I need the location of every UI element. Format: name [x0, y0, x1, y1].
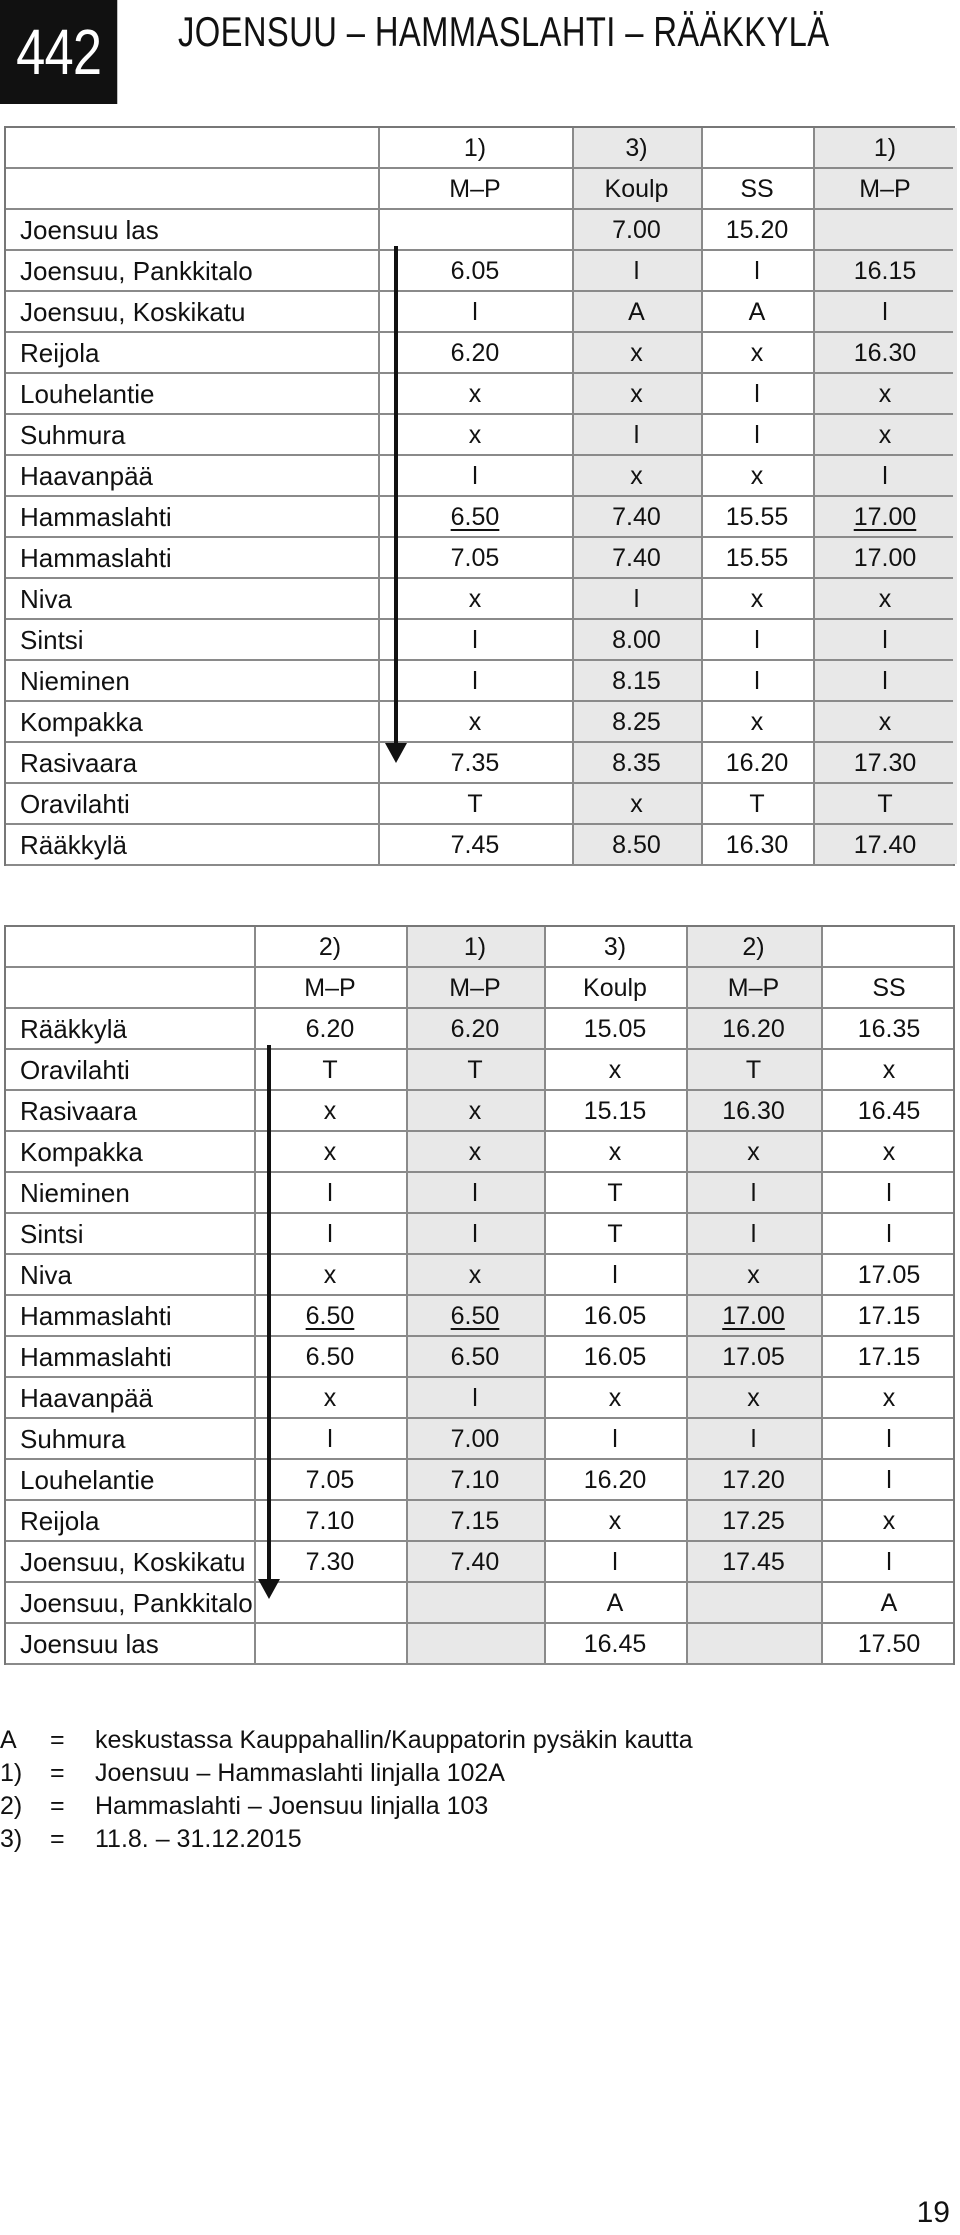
legend-equals: =: [50, 1792, 65, 1820]
column-header: Koulp: [604, 175, 669, 203]
table-row: [6, 1132, 953, 1173]
departure-time: l: [633, 585, 640, 613]
departure-time: 16.05: [583, 1302, 647, 1330]
departure-time: 16.30: [725, 831, 789, 859]
departure-time: 6.50: [450, 503, 500, 531]
stop-name: Hammaslahti: [20, 1342, 172, 1372]
header-row-notes: [6, 927, 953, 968]
departure-time: x: [608, 1384, 622, 1412]
stop-name: Joensuu, Koskikatu: [20, 297, 246, 327]
departure-time: [406, 1624, 544, 1665]
stop-name: Niva: [20, 1260, 73, 1290]
departure-time: 8.00: [612, 626, 661, 654]
stop-name: Joensuu, Pankkitalo: [20, 256, 253, 286]
stop-name: Hammaslahti: [20, 502, 172, 532]
column-header: 3): [603, 933, 627, 961]
table-row: [6, 374, 953, 415]
departure-time: T: [749, 790, 765, 818]
stop-name: Haavanpää: [20, 1383, 153, 1413]
departure-time: l: [750, 1179, 757, 1207]
departure-time: 7.00: [450, 1425, 500, 1453]
table-row: [6, 702, 953, 743]
page-number: 19: [916, 2196, 950, 2229]
stop-name: Oravilahti: [20, 789, 130, 819]
legend-equals: =: [50, 1825, 65, 1853]
departure-time: A: [748, 298, 766, 326]
departure-time: 7.35: [450, 749, 500, 777]
table-row: [6, 292, 953, 333]
departure-time: 16.05: [583, 1343, 647, 1371]
departure-time: 7.30: [305, 1548, 355, 1576]
stop-name: Joensuu las: [20, 1629, 159, 1659]
timetable-joensuu-raakkyla: [4, 126, 955, 866]
departure-time: x: [608, 1056, 622, 1084]
departure-time: x: [882, 1056, 896, 1084]
departure-time: 16.20: [583, 1466, 647, 1494]
departure-time: 6.20: [450, 1015, 500, 1043]
column-header: M–P: [449, 974, 501, 1002]
departure-time: x: [878, 421, 892, 449]
departure-time: l: [612, 1261, 618, 1289]
departure-time: x: [750, 462, 764, 490]
departure-time: l: [882, 298, 888, 326]
departure-time: l: [754, 667, 760, 695]
departure-time: l: [472, 626, 478, 654]
departure-time: 17.45: [722, 1548, 785, 1576]
departure-time: 15.55: [725, 544, 789, 572]
departure-time: x: [323, 1097, 337, 1125]
departure-time: l: [754, 421, 760, 449]
legend-key: 1): [0, 1759, 23, 1787]
header-row-days: [6, 169, 953, 210]
table-row: [6, 1214, 953, 1255]
table-row: [6, 1173, 953, 1214]
stop-name: Reijola: [20, 1506, 100, 1536]
table-row: [6, 661, 953, 702]
table-row: [6, 1542, 953, 1583]
departure-time: l: [612, 1548, 618, 1576]
departure-time: 17.05: [857, 1261, 921, 1289]
legend-equals: =: [50, 1759, 65, 1787]
stop-name: Rääkkylä: [20, 1014, 127, 1044]
table-row: [6, 251, 953, 292]
departure-time: x: [323, 1384, 337, 1412]
departure-time: [686, 1583, 821, 1624]
table-row: [6, 784, 953, 825]
departure-time: x: [608, 1138, 622, 1166]
stop-name: Suhmura: [20, 420, 126, 450]
departure-time: x: [630, 462, 643, 490]
table-row: [6, 1091, 953, 1132]
departure-time: x: [882, 1384, 896, 1412]
departure-time: l: [886, 1466, 892, 1494]
departure-time: x: [468, 380, 482, 408]
departure-time: A: [628, 298, 645, 326]
departure-time: 7.40: [612, 503, 661, 531]
departure-time: 17.15: [857, 1302, 921, 1330]
departure-time: 17.05: [722, 1343, 785, 1371]
departure-time: 8.15: [612, 667, 661, 695]
table-row: [6, 333, 953, 374]
column-header: 3): [625, 134, 648, 162]
departure-time: 7.40: [450, 1548, 500, 1576]
departure-time: 15.55: [725, 503, 789, 531]
departure-time: [686, 1624, 821, 1665]
departure-time: x: [630, 339, 643, 367]
table-row: [6, 456, 953, 497]
table-row: [6, 1378, 953, 1419]
table-row: [6, 620, 953, 661]
departure-time: x: [878, 585, 892, 613]
table-row: [6, 1255, 953, 1296]
column-header: SS: [740, 175, 774, 203]
departure-time: x: [878, 380, 892, 408]
departure-time: l: [327, 1425, 333, 1453]
departure-time: x: [747, 1384, 760, 1412]
stop-name: Oravilahti: [20, 1055, 130, 1085]
departure-time: l: [327, 1179, 333, 1207]
departure-time: l: [886, 1548, 892, 1576]
departure-time: 7.40: [612, 544, 661, 572]
departure-time: x: [468, 421, 482, 449]
header-row-notes: [6, 128, 953, 169]
departure-time: l: [472, 667, 478, 695]
departure-time: 8.25: [612, 708, 661, 736]
column-header: M–P: [859, 175, 911, 203]
departure-time: l: [882, 667, 888, 695]
departure-time: x: [468, 708, 482, 736]
departure-time: x: [747, 1261, 760, 1289]
departure-time: l: [886, 1179, 892, 1207]
departure-time: x: [747, 1138, 760, 1166]
legend-equals: =: [50, 1726, 65, 1754]
departure-time: 16.45: [583, 1630, 647, 1658]
table-row: [6, 579, 953, 620]
departure-time: x: [468, 1097, 482, 1125]
departure-time: 16.30: [722, 1097, 785, 1125]
departure-time: l: [472, 298, 478, 326]
stop-name: Reijola: [20, 338, 100, 368]
departure-time: [378, 210, 572, 251]
stop-name: Joensuu, Koskikatu: [20, 1547, 246, 1577]
departure-time: x: [630, 380, 643, 408]
legend-key: 2): [0, 1792, 23, 1820]
stop-name: Niva: [20, 584, 73, 614]
departure-time: x: [750, 585, 764, 613]
timetable-raakkyla-joensuu: [4, 925, 955, 1665]
departure-time: l: [633, 257, 640, 285]
stop-name: Rasivaara: [20, 1096, 138, 1126]
departure-time: 7.10: [450, 1466, 500, 1494]
departure-time: 8.35: [612, 749, 661, 777]
column-header: M–P: [727, 974, 780, 1002]
stop-name: Nieminen: [20, 666, 130, 696]
departure-time: T: [607, 1220, 623, 1248]
column-header: M–P: [304, 974, 356, 1002]
departure-time: x: [468, 585, 482, 613]
departure-time: 7.05: [450, 544, 500, 572]
departure-time: T: [467, 790, 483, 818]
departure-time: l: [886, 1220, 892, 1248]
departure-time: 17.00: [722, 1302, 785, 1330]
departure-time: 6.50: [305, 1302, 355, 1330]
departure-time: x: [750, 339, 764, 367]
departure-time: [813, 210, 957, 251]
table-row: [6, 825, 953, 866]
departure-time: l: [754, 257, 760, 285]
legend-text: Hammaslahti – Joensuu linjalla 103: [95, 1792, 489, 1820]
table-row: [6, 538, 953, 579]
departure-time: T: [745, 1056, 762, 1084]
header-row-days: [6, 968, 953, 1009]
column-header: [701, 128, 813, 169]
stop-name: Sintsi: [20, 1219, 84, 1249]
table-row: [6, 1050, 953, 1091]
stop-name: Haavanpää: [20, 461, 153, 491]
departure-time: l: [472, 1220, 478, 1248]
column-header: 1): [873, 134, 897, 162]
stop-name: Hammaslahti: [20, 543, 172, 573]
legend-key: 3): [0, 1825, 23, 1853]
departure-time: 17.50: [857, 1630, 921, 1658]
table-row: [6, 1501, 953, 1542]
departure-time: l: [472, 462, 478, 490]
stop-name: Rääkkylä: [20, 830, 127, 860]
departure-time: A: [880, 1589, 898, 1617]
table-row: [6, 1337, 953, 1378]
stop-name: Louhelantie: [20, 1465, 155, 1495]
departure-time: 16.15: [853, 257, 917, 285]
legend-text: keskustassa Kauppahallin/Kauppatorin pysäkin kautta: [95, 1726, 693, 1754]
table-row: [6, 497, 953, 538]
stop-name: Sintsi: [20, 625, 84, 655]
stop-name: Kompakka: [20, 1137, 143, 1167]
departure-time: 6.05: [450, 257, 500, 285]
table-row: [6, 1296, 953, 1337]
departure-time: 6.50: [305, 1343, 355, 1371]
departure-time: l: [472, 1179, 478, 1207]
table-row: [6, 743, 953, 784]
departure-time: 17.20: [722, 1466, 785, 1494]
departure-time: 6.50: [450, 1302, 500, 1330]
departure-time: l: [886, 1425, 892, 1453]
departure-time: 7.15: [450, 1507, 500, 1535]
column-header: 2): [318, 933, 342, 961]
departure-time: T: [322, 1056, 338, 1084]
column-header: Koulp: [583, 974, 647, 1002]
departure-time: A: [606, 1589, 624, 1617]
departure-time: T: [877, 790, 893, 818]
departure-time: 16.45: [857, 1097, 921, 1125]
departure-time: T: [607, 1179, 623, 1207]
stop-name: Suhmura: [20, 1424, 126, 1454]
legend-key: A: [0, 1726, 17, 1754]
departure-time: l: [754, 380, 760, 408]
departure-time: l: [327, 1220, 333, 1248]
departure-time: 8.50: [612, 831, 661, 859]
route-number-box: [0, 0, 117, 104]
departure-time: 6.50: [450, 1343, 500, 1371]
departure-time: x: [750, 708, 764, 736]
departure-time: x: [323, 1138, 337, 1166]
stop-name: Nieminen: [20, 1178, 130, 1208]
table-row: [6, 1419, 953, 1460]
departure-time: l: [750, 1425, 757, 1453]
departure-time: l: [633, 421, 640, 449]
table-row: [6, 1624, 953, 1665]
page-title: JOENSUU – HAMMASLAHTI – RÄÄKKYLÄ: [178, 8, 830, 55]
departure-time: 17.25: [722, 1507, 785, 1535]
departure-time: x: [630, 790, 643, 818]
departure-time: 17.00: [853, 544, 917, 572]
departure-time: [406, 1583, 544, 1624]
stop-name: Kompakka: [20, 707, 143, 737]
departure-time: 16.30: [853, 339, 917, 367]
departure-time: 7.00: [612, 216, 661, 244]
departure-time: 16.35: [857, 1015, 921, 1043]
departure-time: T: [467, 1056, 483, 1084]
departure-time: 16.20: [722, 1015, 785, 1043]
departure-time: 7.10: [305, 1507, 355, 1535]
departure-time: x: [882, 1138, 896, 1166]
departure-time: x: [468, 1138, 482, 1166]
departure-time: 15.05: [583, 1015, 647, 1043]
stop-name: Joensuu las: [20, 215, 159, 245]
table-row: [6, 1583, 953, 1624]
stop-name: Rasivaara: [20, 748, 138, 778]
stop-name: Joensuu, Pankkitalo: [20, 1588, 253, 1618]
departure-time: l: [754, 626, 760, 654]
departure-time: x: [468, 1261, 482, 1289]
departure-time: 17.00: [853, 503, 917, 531]
departure-time: 17.40: [853, 831, 917, 859]
departure-time: l: [472, 1384, 478, 1412]
column-header: [821, 927, 957, 968]
departure-time: 17.30: [853, 749, 917, 777]
direction-arrow-icon: [267, 1045, 271, 1587]
departure-time: x: [878, 708, 892, 736]
direction-arrow-icon: [394, 246, 398, 751]
departure-time: 15.15: [583, 1097, 647, 1125]
table-row: [6, 415, 953, 456]
departure-time: l: [750, 1220, 757, 1248]
departure-time: 15.20: [725, 216, 789, 244]
column-header: 2): [742, 933, 765, 961]
column-header: SS: [872, 974, 906, 1002]
departure-time: 7.05: [305, 1466, 355, 1494]
departure-time: 6.20: [450, 339, 500, 367]
table-row: [6, 1009, 953, 1050]
departure-time: x: [608, 1507, 622, 1535]
departure-time: l: [882, 626, 888, 654]
stop-name: Hammaslahti: [20, 1301, 172, 1331]
departure-time: 6.20: [305, 1015, 355, 1043]
departure-time: l: [612, 1425, 618, 1453]
column-header: 1): [463, 933, 487, 961]
departure-time: 16.20: [725, 749, 789, 777]
column-header: M–P: [449, 175, 501, 203]
departure-time: [254, 1624, 406, 1665]
table-row: [6, 210, 953, 251]
legend-text: Joensuu – Hammaslahti linjalla 102A: [95, 1759, 505, 1787]
column-header: 1): [463, 134, 487, 162]
departure-time: x: [882, 1507, 896, 1535]
legend-text: 11.8. – 31.12.2015: [95, 1825, 302, 1853]
stop-name: Louhelantie: [20, 379, 155, 409]
departure-time: 17.15: [857, 1343, 921, 1371]
departure-time: x: [323, 1261, 337, 1289]
departure-time: l: [882, 462, 888, 490]
table-row: [6, 1460, 953, 1501]
departure-time: 7.45: [450, 831, 500, 859]
route-number: 442: [16, 16, 102, 88]
